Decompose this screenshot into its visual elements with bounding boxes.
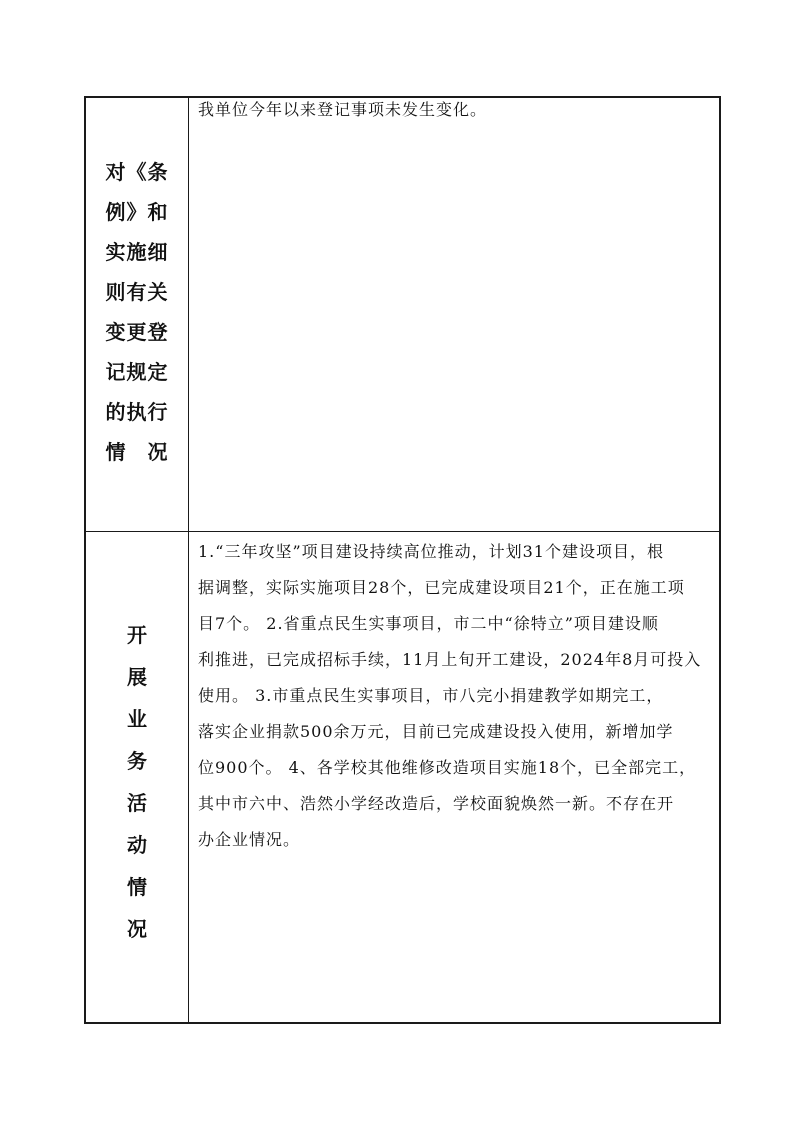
text-line: 其中市六中、浩然小学经改造后，学校面貌焕然一新。不存在开 (198, 794, 675, 813)
label-char: 务 (127, 749, 147, 773)
label-char: 况 (127, 917, 147, 941)
business-activities-label-cell (86, 532, 189, 1022)
label-line: 记规定 (105, 360, 169, 384)
label-char: 动 (127, 833, 147, 857)
text-line: 使用。 3.市重点民生实事项目，市八完小捐建教学如期完工， (198, 686, 664, 705)
business-activities-label (86, 614, 188, 950)
business-activities-content-cell (189, 532, 719, 1022)
label-char: 展 (127, 665, 147, 689)
label-line: 变更登 (105, 320, 169, 344)
registration-changes-row (86, 98, 719, 532)
label-line: 情 况 (105, 440, 169, 464)
label-line: 的执行 (105, 400, 169, 424)
report-form-table (84, 96, 721, 1024)
business-activities-text (198, 534, 713, 858)
text-line: 利推进，已完成招标手续，11月上旬开工建设，2024年8月可投入 (198, 650, 702, 669)
registration-changes-label (86, 152, 188, 472)
text-line: 据调整，实际实施项目28个，已完成建设项目21个，正在施工项 (198, 578, 685, 597)
label-char: 业 (127, 707, 147, 731)
text-line: 办企业情况。 (198, 830, 301, 849)
label-char: 情 (127, 875, 147, 899)
business-activities-row (86, 532, 719, 1022)
label-line: 则有关 (105, 280, 169, 304)
text-line: 位900个。 4、各学校其他维修改造项目实施18个，已全部完工， (198, 758, 697, 777)
registration-changes-text: 我单位今年以来登记事项未发生变化。 (198, 100, 488, 119)
text-line: 1.“三年攻坚”项目建设持续高位推动，计划31个建设项目，根 (198, 542, 664, 561)
label-line: 对《条 (105, 160, 169, 184)
label-line: 实施细 (105, 240, 169, 264)
registration-changes-label-cell (86, 98, 189, 531)
text-line: 目7个。 2.省重点民生实事项目，市二中“徐特立”项目建设顺 (198, 614, 659, 633)
label-line: 例》和 (105, 200, 169, 224)
label-char: 活 (127, 791, 147, 815)
text-line: 落实企业捐款500余万元，目前已完成建设投入使用，新增加学 (198, 722, 674, 741)
label-char: 开 (127, 623, 147, 647)
registration-changes-content-cell (189, 98, 719, 531)
